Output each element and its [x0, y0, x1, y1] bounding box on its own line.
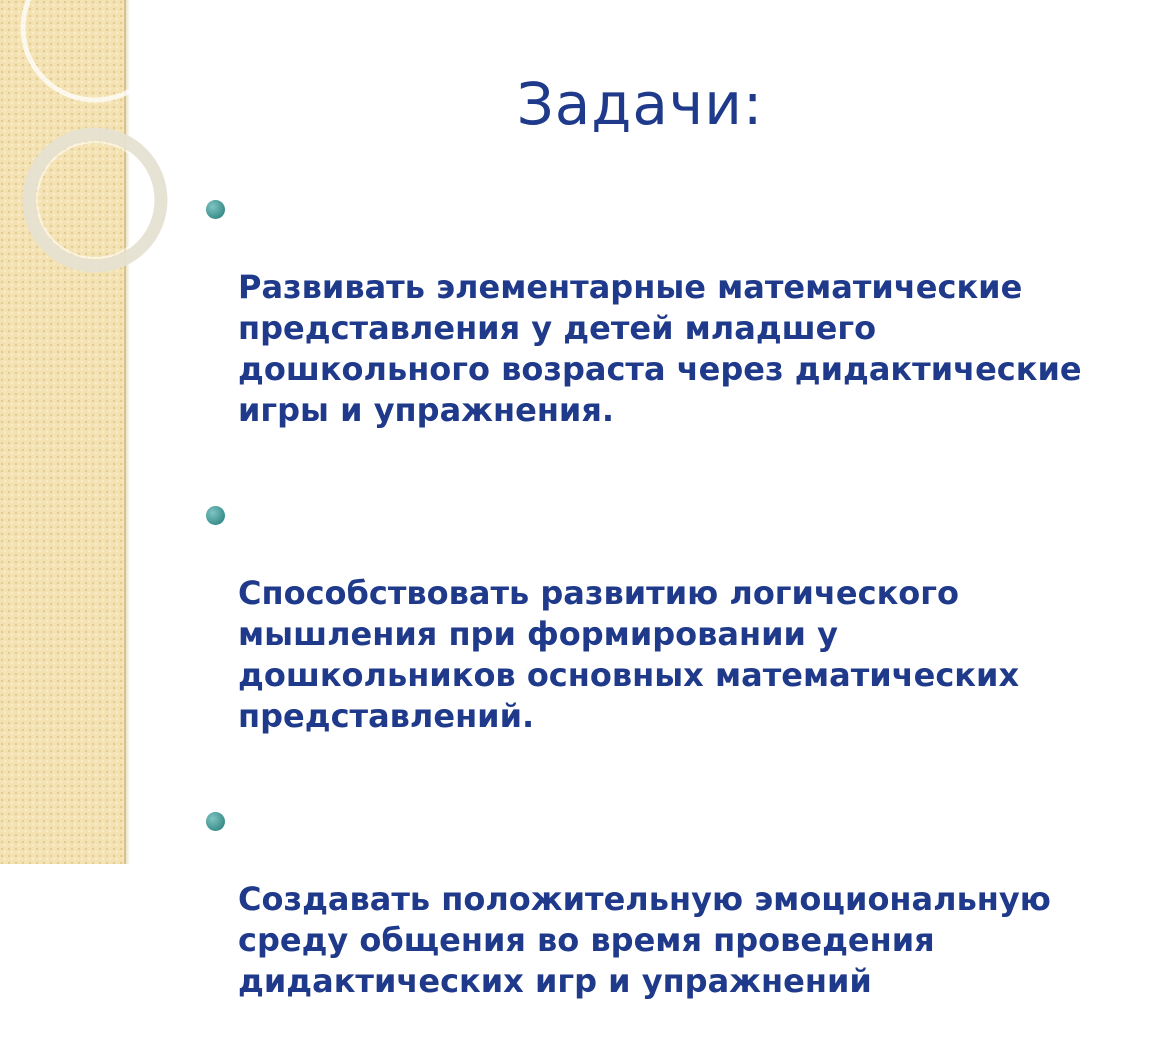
task-item: [206, 491, 1106, 737]
bullet-dot-icon: [206, 200, 225, 219]
task-item: [206, 185, 1106, 431]
task-list: [206, 185, 1106, 1062]
decorative-ring-middle: [29, 134, 161, 266]
task-item-text: Способствовать развитию логического мышления при формировании у дошкольников основных математических представлений.: [238, 574, 1020, 735]
task-item: [206, 797, 1106, 1002]
bullet-dot-icon: [206, 812, 225, 831]
decorative-ring-middle-inner: [37, 142, 153, 258]
task-item-text: Развивать элементарные математические представления у детей младшего дошкольного возраста через дидактические игры и упражнения.: [238, 268, 1082, 429]
slide-title: Задачи:: [516, 70, 764, 138]
decorative-rings: [0, 0, 130, 300]
task-item-text: Создавать положительную эмоциональную среду общения во время проведения дидактических игр и упражнений: [238, 880, 1051, 1000]
bullet-dot-icon: [206, 506, 225, 525]
